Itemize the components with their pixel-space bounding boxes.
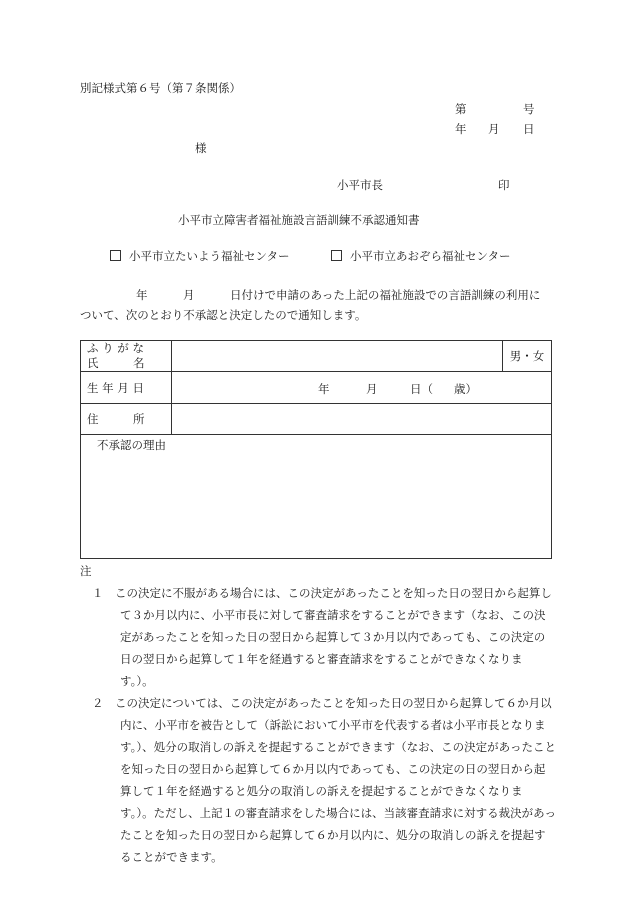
notes-section (80, 560, 556, 868)
number-suffix: 号 (523, 102, 535, 116)
seal: 印 (498, 178, 510, 192)
form-id: 別記様式第６号（第７条関係） (80, 81, 241, 95)
intro-line2: ついて、次のとおり不承認と決定したので通知します。 (80, 308, 367, 322)
name-label-cell (81, 341, 172, 372)
sex-field[interactable]: 男・女 (503, 341, 552, 372)
intro-month: 月 (183, 288, 195, 302)
applicant-table (80, 340, 552, 559)
date-year: 年 (455, 122, 467, 136)
addressee-suffix: 様 (195, 141, 207, 155)
birth-label: 生 年 月 日 (81, 372, 172, 404)
furigana-label: ふ り が な (87, 341, 144, 355)
checkbox[interactable] (331, 250, 342, 261)
notes-heading: 注 (80, 564, 92, 578)
issuer: 小平市長 (337, 178, 383, 192)
intro-line1: 日付けで申請のあった上記の福祉施設での言語訓練の利用に (230, 288, 541, 302)
checkbox[interactable] (110, 250, 121, 261)
birth-age: 歳） (454, 382, 477, 396)
number-prefix: 第 (455, 102, 467, 116)
document-title: 小平市立障害者福祉施設言語訓練不承認通知書 (178, 213, 420, 227)
name-field[interactable] (172, 341, 503, 372)
facility-option-aozora[interactable] (331, 248, 511, 264)
birth-field[interactable] (172, 372, 552, 404)
birth-year: 年 (318, 382, 330, 396)
reason-label: 不承認の理由 (97, 438, 166, 452)
intro-year: 年 (136, 288, 148, 302)
date-day: 日 (523, 122, 535, 136)
address-field[interactable] (172, 404, 552, 435)
address-label: 住 所 (81, 404, 172, 435)
facility-option-taiyou[interactable] (110, 248, 290, 264)
facility-label: 小平市立たいよう福祉センター (129, 249, 290, 263)
birth-day: 日（ (410, 382, 433, 396)
facility-label: 小平市立あおぞら福祉センター (350, 249, 511, 263)
name-label: 氏 名 (87, 356, 145, 370)
note-item-1: １ この決定に不服がある場合には、この決定があったことを知った日の翌日から起算して３か月以内に、小平市長に対して審査請求をすることができます（なお、この決定があったことを知った日の翌日から起算して３か月以内であっても、この決定の日の翌日から起算して１年を経過すると審査請求をすることができなくなります。）。 (92, 586, 552, 688)
reason-field[interactable] (81, 435, 552, 559)
note-item-2: ２ この決定については、この決定があったことを知った日の翌日から起算して６か月以内に、小平市を被告として（訴訟において小平市を代表する者は小平市長となります。）、処分の取消しの訴えを提起することができます（なお、この決定があったことを知った日の翌日から起算して６か月以内であっても、この決定の日の翌日から起算して１年を経過すると処分の取消しの訴えを提起することができなくなります。）。ただし、上記１の審査請求をした場合には、当該審査請求に対する裁決があったことを知った日の翌日から起算して６か月以内に、処分の取消しの訴えを提起することができます。 (92, 696, 556, 864)
date-month: 月 (488, 122, 500, 136)
birth-month: 月 (366, 382, 378, 396)
